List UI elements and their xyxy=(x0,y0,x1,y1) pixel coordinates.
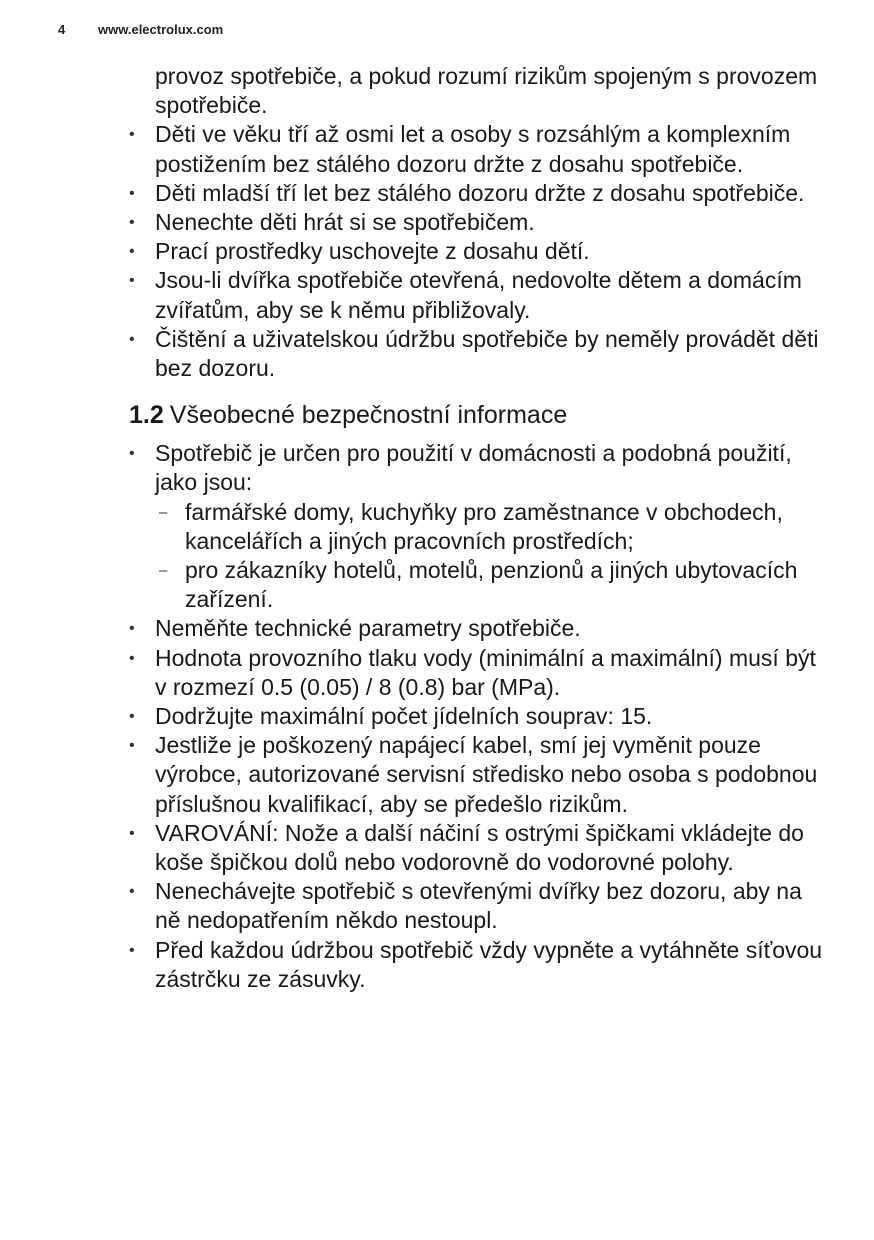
bullet-icon: • xyxy=(129,708,135,726)
bullet-icon: • xyxy=(129,184,135,202)
intro-continuation: provoz spotřebiče, a pokud rozumí rizikům spojeným s provozem spotřebiče. xyxy=(155,63,818,119)
bullet-icon: • xyxy=(129,445,135,463)
list-item: • Jsou-li dvířka spotřebiče otevřená, nedovolte dětem a domácím zvířatům, aby se k němu přibližovaly. xyxy=(129,267,802,323)
bullet-icon: • xyxy=(129,620,135,638)
list-item: • Spotřebič je určen pro použití v domácnosti a podobná použití, jako jsou: – farmářské domy, kuchyňky pro zaměstnance v obchodech, kancelářích a jiných pracovních prostředích; – pro zákazníky hotelů, motelů, penzionů a jiných ubytovacích zařízení. xyxy=(129,439,829,614)
bullet-icon: • xyxy=(129,330,135,348)
bullet-icon: • xyxy=(129,737,135,755)
bullet-icon: • xyxy=(129,214,135,232)
list-item: • VAROVÁNÍ: Nože a další náčiní s ostrými špičkami vkládejte do koše špičkou dolů nebo vodorovně do vodorovné polohy. xyxy=(129,819,804,876)
bullet-icon: • xyxy=(129,941,135,959)
children-safety-list xyxy=(129,120,829,383)
page-content xyxy=(129,62,829,994)
list-item: • Dodržujte maximální počet jídelních souprav: 15. xyxy=(129,702,829,731)
dash-icon: – xyxy=(159,562,168,580)
list-item: • Jestliže je poškozený napájecí kabel, smí jej vyměnit pouze výrobce, autorizované servisní středisko nebo osoba s podobnou příslušnou kvalifikací, aby se předešlo rizikům. xyxy=(129,732,818,817)
sub-list-item: – pro zákazníky hotelů, motelů, penzionů a jiných ubytovacích zařízení. xyxy=(159,557,798,613)
section-number: 1.2 xyxy=(129,401,164,430)
list-item: • Děti ve věku tří až osmi let a osoby s rozsáhlým a komplexním postižením bez stálého dozoru držte z dosahu spotřebiče. xyxy=(129,121,791,177)
general-safety-list xyxy=(129,439,829,994)
list-item: • Před každou údržbou spotřebič vždy vypněte a vytáhněte síťovou zástrčku ze zásuvky. xyxy=(129,936,823,992)
bullet-icon: • xyxy=(129,824,135,842)
list-item: • Nenechte děti hrát si se spotřebičem. xyxy=(129,208,829,237)
bullet-icon: • xyxy=(129,883,135,901)
page-number: 4 xyxy=(58,22,66,37)
list-item: • Nenechávejte spotřebič s otevřenými dvířky bez dozoru, aby na ně nedopatřením někdo nestoupl. xyxy=(129,878,802,934)
section-heading xyxy=(129,400,829,430)
dash-icon: – xyxy=(159,503,168,521)
list-item: • Hodnota provozního tlaku vody (minimální a maximální) musí být v rozmezí 0.5 (0.05) / 8 (0.8) bar (MPa). xyxy=(129,644,816,700)
section-title: Všeobecné bezpečnostní informace xyxy=(169,401,568,430)
header-url[interactable]: www.electrolux.com xyxy=(98,22,224,37)
bullet-icon: • xyxy=(129,649,135,667)
bullet-icon: • xyxy=(129,243,135,261)
sub-list xyxy=(155,498,829,615)
list-item: • Prací prostředky uschovejte z dosahu dětí. xyxy=(129,237,829,266)
sub-list-item: – farmářské domy, kuchyňky pro zaměstnance v obchodech, kancelářích a jiných pracovních prostředích; xyxy=(159,498,783,554)
bullet-icon: • xyxy=(129,272,135,290)
list-item: • Neměňte technické parametry spotřebiče. xyxy=(129,614,829,643)
bullet-icon: • xyxy=(129,126,135,144)
page-header xyxy=(58,22,223,37)
list-item: • Děti mladší tří let bez stálého dozoru držte z dosahu spotřebiče. xyxy=(129,179,829,208)
list-item: • Čištění a uživatelskou údržbu spotřebiče by neměly provádět děti bez dozoru. xyxy=(129,325,819,382)
